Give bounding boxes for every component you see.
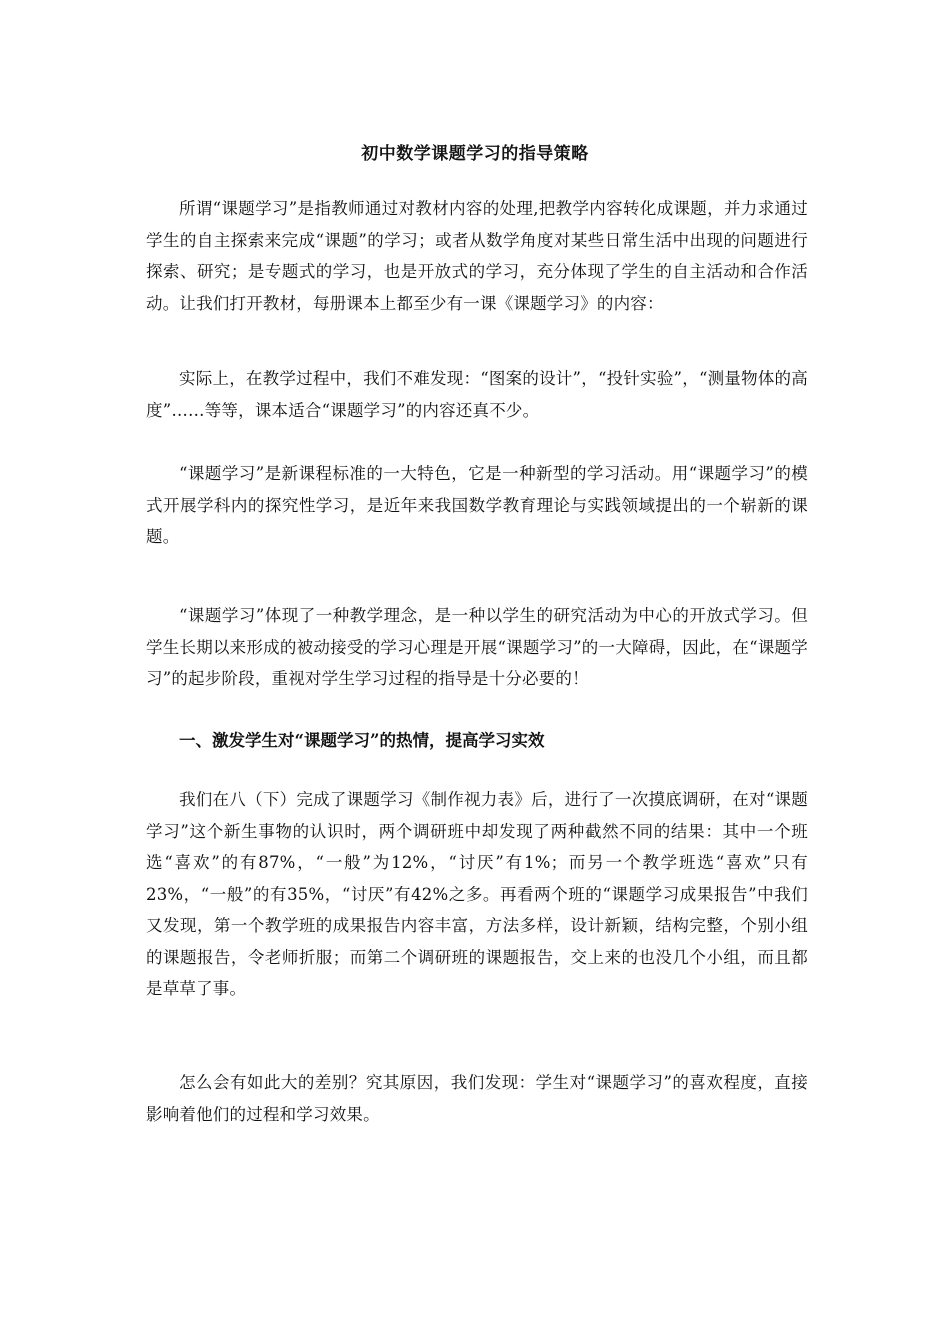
paragraph-examples: 实际上，在教学过程中，我们不难发现：“图案的设计”，“投针实验”，“测量物体的高度”……等等，课本适合“课题学习”的内容还真不少。 [146,369,808,420]
section-heading-1: 一、激发学生对“课题学习”的热情，提高学习实效 [179,731,545,750]
paragraph-survey: 我们在八（下）完成了课题学习《制作视力表》后，进行了一次摸底调研，在对“课题学习”这个新生事物的认识时，两个调研班中却发现了两种截然不同的结果：其中一个班选“喜欢”的有87%，“一般”为12%，“讨厌”有1%；而另一个教学班选“喜欢”只有23%，“一般”的有35%，“讨厌”有42%之多。再看两个班的“课题学习成果报告”中我们又发现，第一个教学班的成果报告内容丰富，方法多样，设计新颖，结构完整，个别小组的课题报告，令老师折服；而第二个调研班的课题报告，交上来的也没几个小组，而且都是草草了事。 [146,790,808,998]
paragraph-feature: “课题学习”是新课程标准的一大特色，它是一种新型的学习活动。用“课题学习”的模式开展学科内的探究性学习，是近年来我国数学教育理论与实践领域提出的一个崭新的课题。 [146,464,808,546]
document-title: 初中数学课题学习的指导策略 [361,144,589,164]
paragraph-intro: 所谓“课题学习”是指教师通过对教材内容的处理,把教学内容转化成课题，并力求通过学生的自主探索来完成“课题”的学习；或者从数学角度对某些日常生活中出现的问题进行探索、研究；是专题式的学习，也是开放式的学习，充分体现了学生的自主活动和合作活动。让我们打开教材，每册课本上都至少有一课《课题学习》的内容： [146,199,808,313]
paragraph-concept: “课题学习”体现了一种教学理念，是一种以学生的研究活动为中心的开放式学习。但学生长期以来形成的被动接受的学习心理是开展“课题学习”的一大障碍，因此，在“课题学习”的起步阶段，重视对学生学习过程的指导是十分必要的！ [146,606,808,688]
paragraph-reason: 怎么会有如此大的差别？究其原因，我们发现：学生对“课题学习”的喜欢程度，直接影响着他们的过程和学习效果。 [146,1073,808,1124]
